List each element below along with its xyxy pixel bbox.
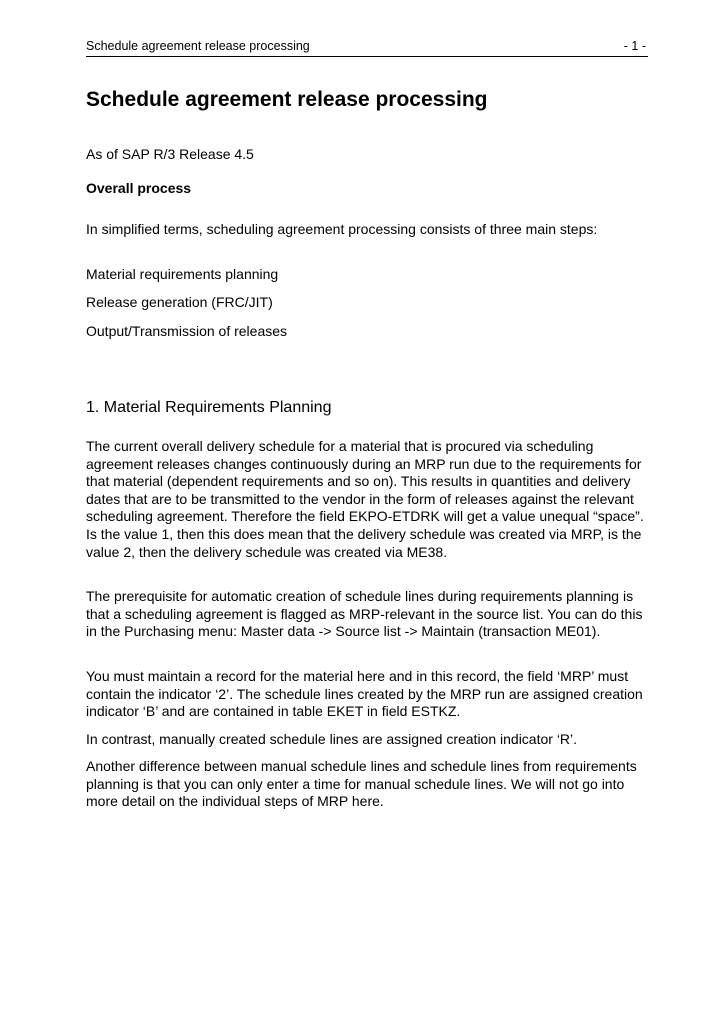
step-item: Material requirements planning (86, 266, 279, 282)
step-item: Output/Transmission of releases (86, 323, 288, 339)
step-item: Release generation (FRC/JIT) (86, 294, 273, 310)
page-number: - 1 - (623, 39, 646, 53)
body-paragraph: Another difference between manual schedule lines and schedule lines from requirements planning is that you can only enter a time for manual schedule lines. We will not go into more detail on the individual steps of MRP here. (86, 758, 637, 810)
release-note: As of SAP R/3 Release 4.5 (86, 146, 254, 162)
body-paragraph: You must maintain a record for the material here and in this record, the field ‘MRP’ must contain the indicator ‘2’. The schedule lines created by the MRP run are assigned creation indicator ‘B’ and are contained in table EKET in field ESTKZ. (86, 668, 643, 720)
body-paragraph: The prerequisite for automatic creation of schedule lines during requirements planning is that a scheduling agreement is flagged as MRP-relevant in the source list. You can do this in the Purchasing menu: Master data -> Source list -> Maintain (transaction ME01). (86, 588, 643, 640)
header-title: Schedule agreement release processing (86, 39, 310, 53)
body-paragraph: In contrast, manually created schedule lines are assigned creation indicator ‘R’. (86, 731, 578, 747)
document-title: Schedule agreement release processing (86, 88, 488, 111)
overall-process-heading: Overall process (86, 180, 192, 196)
intro-paragraph: In simplified terms, scheduling agreement processing consists of three main steps: (86, 221, 598, 237)
body-paragraph: The current overall delivery schedule for a material that is procured via scheduling agreement releases changes continuously during an MRP run due to the requirements for that material (dependent requirements and so on). This results in quantities and delivery dates that are to be transmitted to the vendor in the form of releases against the relevant scheduling agreement. Therefore the field EKPO-ETDRK will get a value unequal “space”. Is the value 1, then this does mean that the delivery schedule was created via MRP, is the value 2, then the delivery schedule was created via ME38. (86, 438, 644, 560)
section-heading: 1. Material Requirements Planning (86, 399, 332, 416)
page-header (86, 38, 648, 57)
